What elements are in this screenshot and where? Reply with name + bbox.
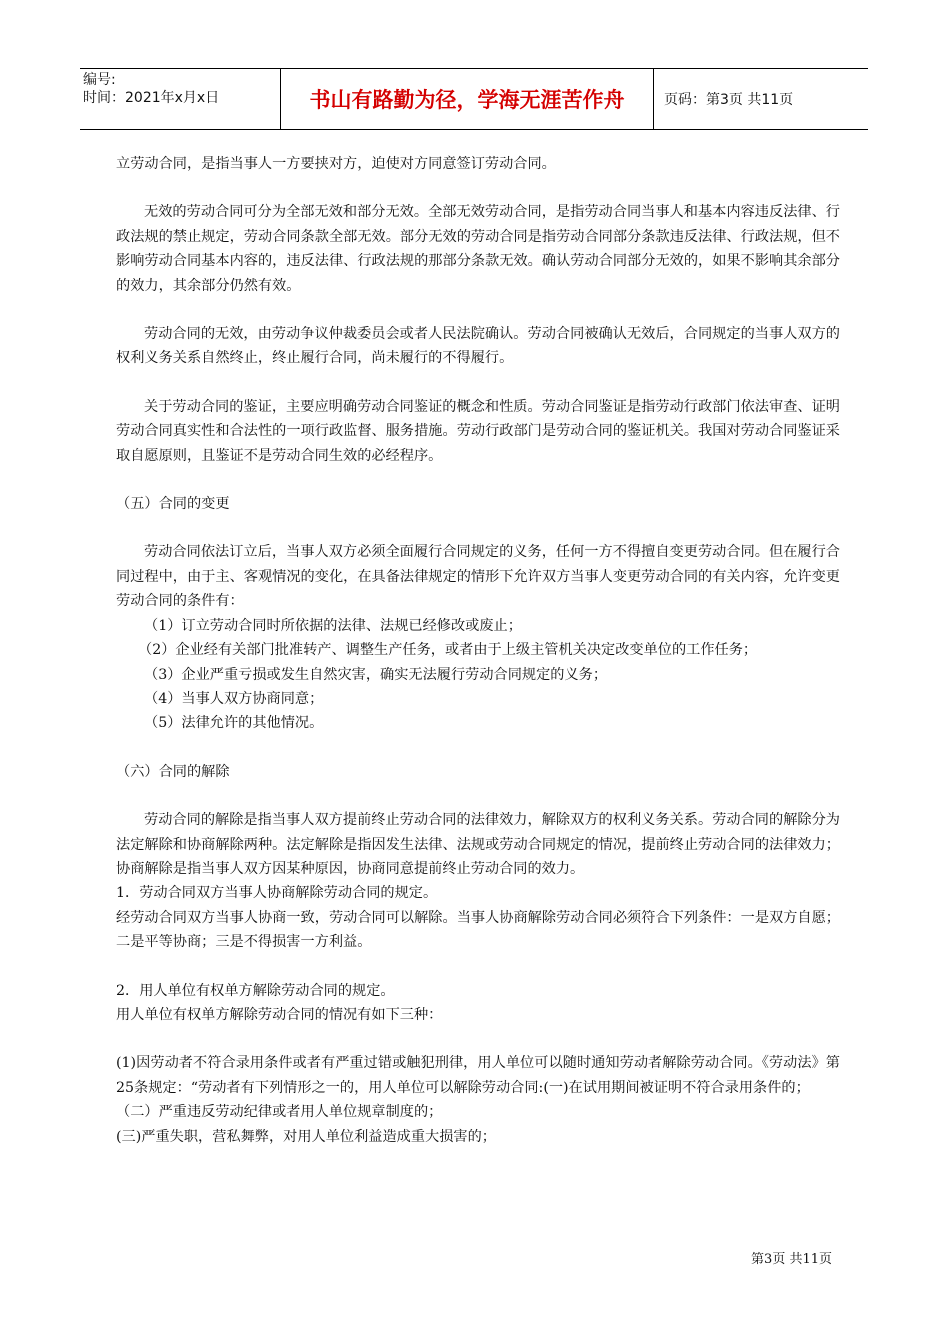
subheading-mutual-termination: 1．劳动合同双方当事人协商解除劳动合同的规定。 xyxy=(116,885,438,902)
document-number-label: 编号: xyxy=(83,72,116,88)
change-condition-item: （2）企业经有关部门批准转产、调整生产任务，或者由于上级主管机关决定改变单位的工作任务； xyxy=(138,642,758,659)
header-page-number: 页码：第3页 共11页 xyxy=(664,92,794,108)
paragraph-invalid-confirmation: 劳动合同的无效，由劳动争议仲裁委员会或者人民法院确认。劳动合同被确认无效后，合同规定的当事人双方的权利义务关系自然终止，终止履行合同，尚未履行的不得履行。 xyxy=(116,326,840,367)
page-footer-number: 第3页 共11页 xyxy=(751,1252,832,1267)
section-heading-termination: （六）合同的解除 xyxy=(116,763,230,780)
paragraph-termination-definition: 劳动合同的解除是指当事人双方提前终止劳动合同的法律效力，解除双方的权利义务关系。劳动合同的解除分为法定解除和协商解除两种。法定解除是指因发生法律、法规或劳动合同规定的情况，提前终止劳动合同的法律效力；协商解除是指当事人双方因某种原因，协商同意提前终止劳动合同的效力。 xyxy=(116,812,840,877)
document-date-label: 时间：2021年x月x日 xyxy=(83,90,220,106)
paragraph-mutual-termination: 经劳动合同双方当事人协商一致，劳动合同可以解除。当事人协商解除劳动合同必须符合下列条件：一是双方自愿；二是平等协商；三是不得损害一方利益。 xyxy=(116,909,840,951)
change-condition-item: （3）企业严重亏损或发生自然灾害，确实无法履行劳动合同规定的义务； xyxy=(144,666,608,683)
paragraph-unilateral-intro: 用人单位有权单方解除劳动合同的情况有如下三种： xyxy=(116,1006,443,1023)
paragraph-unilateral-case-1: (1)因劳动者不符合录用条件或者有严重过错或触犯刑律，用人单位可以随时通知劳动者解除劳动合同。《劳动法》第25条规定：“劳动者有下列情形之一的，用人单位可以解除劳动合同:(一)在试用期间被证明不符合录用条件的； xyxy=(116,1055,840,1096)
list-item-case-3: (三)严重失职，营私舞弊，对用人单位利益造成重大损害的； xyxy=(116,1128,496,1145)
page-header xyxy=(80,68,868,130)
paragraph-attestation: 关于劳动合同的鉴证，主要应明确劳动合同鉴证的概念和性质。劳动合同鉴证是指劳动行政部门依法审查、证明劳动合同真实性和合法性的一项行政监督、服务措施。劳动行政部门是劳动合同的鉴证机关。我国对劳动合同鉴证采取自愿原则，且鉴证不是劳动合同生效的必经程序。 xyxy=(116,398,840,464)
paragraph-change-intro: 劳动合同依法订立后，当事人双方必须全面履行合同规定的义务，任何一方不得擅自变更劳动合同。但在履行合同过程中，由于主、客观情况的变化，在具备法律规定的情形下允许双方当事人变更劳动合同的有关内容，允许变更劳动合同的条件有： xyxy=(116,544,840,610)
document-body xyxy=(116,152,840,1149)
header-motto: 书山有路勤为径，学海无涯苦作舟 xyxy=(281,69,654,129)
paragraph-continuation: 立劳动合同，是指当事人一方要挟对方，迫使对方同意签订劳动合同。 xyxy=(116,156,556,172)
change-condition-item: （1）订立劳动合同时所依据的法律、法规已经修改或废止； xyxy=(144,617,522,634)
paragraph-invalid-contract: 无效的劳动合同可分为全部无效和部分无效。全部无效劳动合同，是指劳动合同当事人和基本内容违反法律、行政法规的禁止规定，劳动合同条款全部无效。部分无效的劳动合同是指劳动合同部分条款违反法律、行政法规，但不影响劳动合同基本内容的，违反法律、行政法规的那部分条款无效。确认劳动合同部分无效的，如果不影响其余部分的效力，其余部分仍然有效。 xyxy=(116,204,840,294)
header-meta xyxy=(80,69,281,129)
change-condition-item: （4）当事人双方协商同意； xyxy=(144,690,324,707)
list-item-case-2: （二）严重违反劳动纪律或者用人单位规章制度的； xyxy=(116,1104,443,1121)
change-condition-item: （5）法律允许的其他情况。 xyxy=(144,715,324,732)
subheading-unilateral-termination: 2．用人单位有权单方解除劳动合同的规定。 xyxy=(116,982,395,999)
section-heading-change: （五）合同的变更 xyxy=(116,496,230,513)
